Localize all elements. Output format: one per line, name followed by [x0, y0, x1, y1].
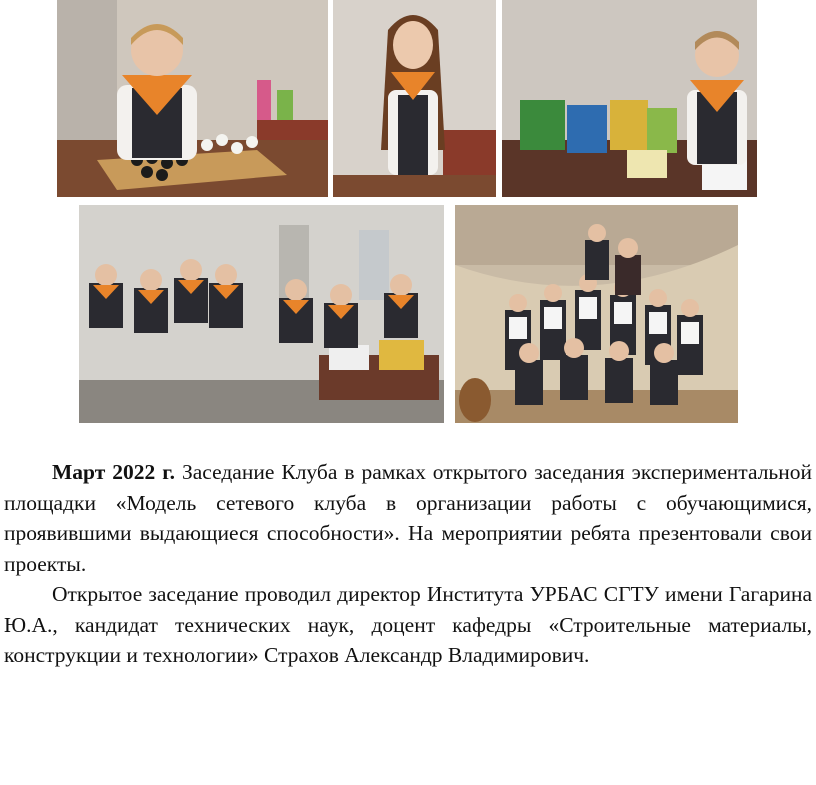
- paragraph-host: [4, 579, 812, 671]
- paragraph-host-text: Открытое заседание проводил директор Института УРБАС СГТУ имени Гагарина Ю.А., кандидат технических наук, доцент кафедры «Строительные материалы, конструкции и технологии» Страхов Александр Владимирович.: [4, 582, 812, 667]
- photo-group-with-certificates: [455, 205, 738, 423]
- photo-girl-at-table: [333, 0, 496, 197]
- paragraph-meeting-text: Заседание Клуба в рамках открытого заседания экспериментальной площадки «Модель сетевого клуба в организации работы с обучающимися, проявившими выдающиеся способности». На мероприятии ребята презентовали свои проекты.: [4, 460, 812, 576]
- photo-boy-with-books: [502, 0, 757, 197]
- photo-students-seated-in-classroom: [79, 205, 444, 423]
- paragraph-meeting: [4, 457, 812, 579]
- event-date: Март 2022 г.: [52, 460, 175, 484]
- photo-boy-playing-chess: [57, 0, 328, 197]
- article-text: [4, 457, 812, 671]
